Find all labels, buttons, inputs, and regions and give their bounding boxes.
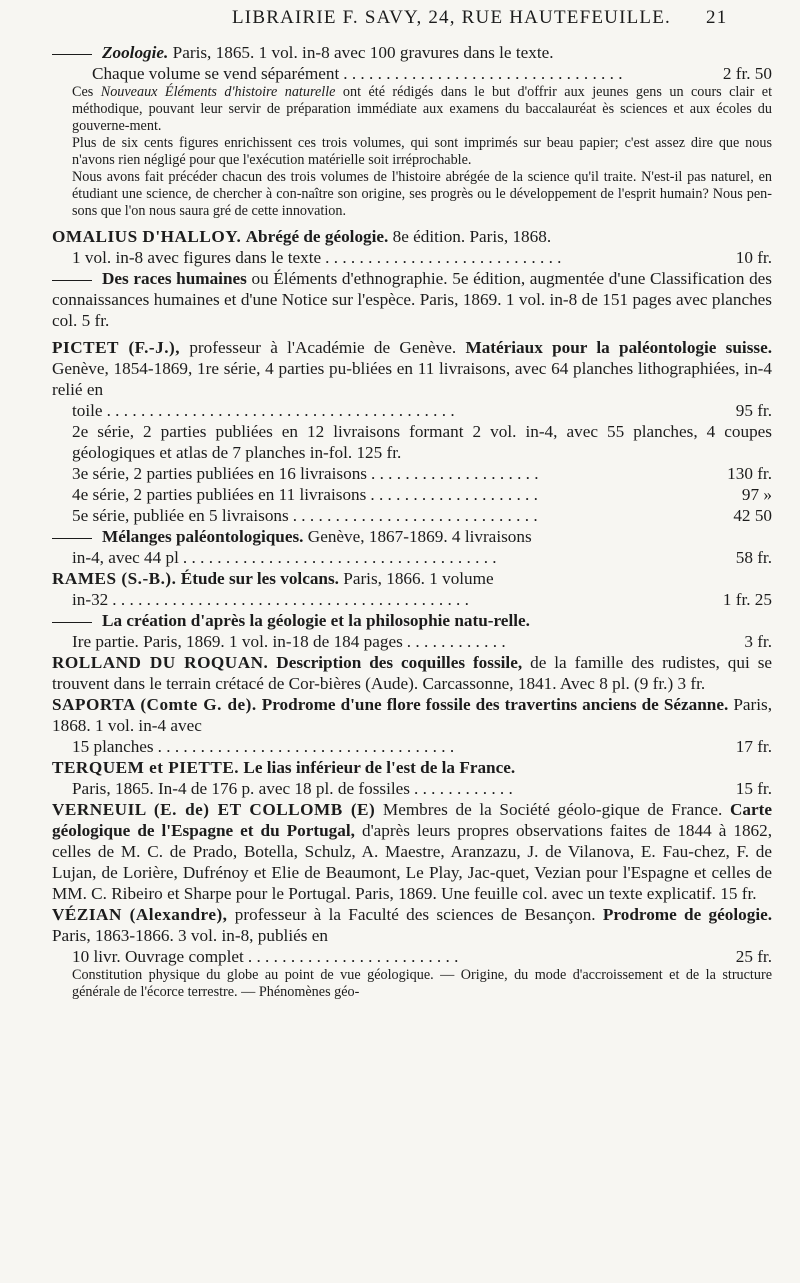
entry-text: Genève, 1867-1869. 4 livraisons: [307, 527, 532, 546]
entry-title: Le lias inférieur de l'est de la France.: [243, 758, 516, 777]
entry-text: in-4, avec 44 pl: [72, 548, 179, 567]
entry-price: 25 fr.: [735, 947, 772, 966]
leader-dots: . . . . . . . . . . . . . . . . . . . .: [370, 464, 539, 483]
entry-author: SAPORTA (Comte G. de).: [52, 695, 257, 714]
entry-author: TERQUEM et PIETTE.: [52, 758, 240, 777]
price-line: [52, 400, 772, 421]
ditto-rule: [52, 54, 92, 55]
leader-dots: . . . . . . . . . . . . . . . . . . . . . . . . . . . . . . . . . . . . .: [182, 548, 497, 567]
entry-price: 97 »: [741, 485, 772, 504]
note-paragraph: Nous avons fait précéder chacun des trois volumes de l'histoire abrégée de la science qu'il traite. N'est-il pas naturel, en étudiant une science, de chercher à con-naître son origine, ses progrès ou le développement de l'esprit humain? Nous pen-sons que l'on nous saura gré de cette innovation.: [72, 169, 772, 219]
entry-price: 1 fr. 25: [722, 590, 772, 609]
entry-title: Abrégé de géologie.: [245, 227, 389, 246]
entry-verneuil: [52, 799, 772, 904]
entry-text: Ire partie. Paris, 1869. 1 vol. in-18 de 184 pages: [72, 632, 403, 651]
entry-price: 58 fr.: [735, 548, 772, 567]
leader-dots: . . . . . . . . . . . .: [406, 632, 506, 651]
entry-author: RAMES (S.-B.).: [52, 569, 177, 588]
leader-dots: . . . . . . . . . . . . . . . . . . . . . . . . . . . . . . . . .: [343, 64, 623, 83]
entry-price: 95 fr.: [735, 401, 772, 420]
leader-dots: . . . . . . . . . . . .: [413, 779, 513, 798]
entry-author: VERNEUIL (E. de) ET COLLOMB (E): [52, 800, 376, 819]
note-paragraph: [52, 84, 772, 135]
entry-text: professeur à l'Académie de Genève.: [189, 338, 457, 357]
entry-zoologie: [52, 42, 772, 63]
entry-price: 3 fr.: [677, 674, 706, 693]
entry-text: de la famille des rudistes, qui se trouvent dans le terrain crétacé de Cor-bières (Aude). Carcassonne, 1841. Avec 8 pl. (9 fr.): [52, 653, 773, 693]
price-line: [52, 778, 772, 799]
leader-dots: . . . . . . . . . . . . . . . . . . . .: [370, 485, 538, 504]
ditto-rule: [52, 622, 92, 623]
entry-author: OMALIUS D'HALLOY.: [52, 227, 242, 246]
price-line: [52, 505, 772, 526]
price-line: [52, 463, 772, 484]
leader-dots: . . . . . . . . . . . . . . . . . . . . . . . . . . . . .: [292, 506, 538, 525]
page-header: [0, 7, 800, 33]
price-line: [52, 736, 772, 757]
entry-text: professeur à la Faculté des sciences de Besançon.: [234, 905, 596, 924]
entry-author: PICTET (F.-J.),: [52, 338, 181, 357]
entry-rames: [52, 568, 772, 589]
leader-dots: . . . . . . . . . . . . . . . . . . . . . . . . . . . . . . . . . . . . . . . . . .: [112, 590, 469, 609]
entry-title: Étude sur les volcans.: [180, 569, 339, 588]
page-number: 21: [706, 7, 728, 28]
entry-text: 10 livr. Ouvrage complet: [72, 947, 244, 966]
leader-dots: . . . . . . . . . . . . . . . . . . . . . . . . .: [247, 947, 459, 966]
entry-price: 15 fr.: [720, 884, 757, 903]
entry-text: 4e série, 2 parties publiées en 11 livraisons: [72, 485, 367, 504]
price-line: [52, 63, 772, 84]
price-line: [52, 631, 772, 652]
entry-pictet: [52, 337, 772, 400]
entry-title: Des races humaines: [102, 269, 247, 288]
ditto-rule: [52, 280, 92, 281]
entry-title: Carte géologique de l'Espagne et du Portugal,: [52, 800, 772, 840]
entry-rolland: [52, 652, 772, 694]
entry-text: in-32: [72, 590, 109, 609]
entry-text: Chaque volume se vend séparément: [92, 64, 340, 83]
entry-text: Paris, 1865. In-4 de 176 p. avec 18 pl. de fossiles: [72, 779, 410, 798]
note-text: ont été rédigés dans le but d'offrir aux jeunes gens un cours clair et méthodique, pouvant leur servir de préparation immédiate aux examens du baccalauréat ès sciences et aux écoles du gouverne-ment.: [72, 84, 773, 134]
entry-price: 17 fr.: [735, 737, 772, 756]
entry-price: 42 50: [733, 506, 772, 525]
entry-melanges: [52, 526, 772, 547]
entry-title: Zoologie.: [102, 43, 169, 62]
entry-title: Prodrome de géologie.: [602, 905, 773, 924]
entry-price: 15 fr.: [735, 779, 772, 798]
entry-price: 130 fr.: [727, 464, 772, 483]
ditto-rule: [52, 538, 92, 539]
note-paragraph: Constitution physique du globe au point de vue géologique. — Origine, du mode d'accroissement et de la structure générale de l'écorce terrestre. — Phénomènes géo-: [72, 967, 772, 1000]
entry-text: 15 planches: [72, 737, 154, 756]
entry-terquem: [52, 757, 772, 778]
entry-title: Description des coquilles fossile,: [276, 653, 523, 672]
entry-text: d'après leurs propres observations faites de 1844 à 1862, celles de M. C. de Prado, Botella, Schulz, A. Maestre, Aranzazu, J. de Vilanova, E. Fau-chez, F. de Lujan, de Lorière, Dufrénoy et Elie de Beaumont, Le Play, Jac-quet, Vezian pour l'Espagne et celles de MM. C. Ribeiro et Sharpe pour le Portugal. Paris, 1869. Une feuille col. avec un texte explicatif.: [52, 821, 773, 903]
entry-text: Paris, 1863-1866. 3 vol. in-8, publiés en: [52, 926, 328, 945]
entry-price: 2 fr. 50: [722, 64, 772, 83]
entry-author: VÉZIAN (Alexandre),: [52, 905, 228, 924]
price-line: [52, 589, 772, 610]
entry-creation: [52, 610, 772, 631]
leader-dots: . . . . . . . . . . . . . . . . . . . . . . . . . . . . . . . . . . . . . . . . .: [106, 401, 455, 420]
entry-races: [52, 268, 772, 331]
leader-dots: . . . . . . . . . . . . . . . . . . . . . . . . . . . . . . . . . . .: [157, 737, 455, 756]
running-title: LIBRAIRIE F. SAVY, 24, RUE HAUTEFEUILLE.: [232, 7, 671, 28]
entry-title: Matériaux pour la paléontologie suisse.: [465, 338, 773, 357]
note-paragraph: Plus de six cents figures enrichissent ces trois volumes, qui sont imprimés sur beau papier; c'est assez dire que nous n'avons rien négligé pour que l'exécution matérielle soit irréprochable.: [72, 135, 772, 168]
entry-text: Paris, 1868. 1 vol. in-4 avec: [52, 695, 773, 735]
entry-text: 1 vol. in-8 avec figures dans le texte: [72, 248, 322, 267]
entry-title: Mélanges paléontologiques.: [102, 527, 304, 546]
series-line: 2e série, 2 parties publiées en 12 livraisons formant 2 vol. in-4, avec 55 planches, 4 coupes géologiques et atlas de 7 planches in-fol. 125 fr.: [72, 422, 772, 462]
entry-text: 8e édition. Paris, 1868.: [392, 227, 552, 246]
entry-text: 5e série, publiée en 5 livraisons: [72, 506, 289, 525]
entry-title: Prodrome d'une flore fossile des travertins anciens de Sézanne.: [261, 695, 729, 714]
entry-omalius: [52, 226, 772, 247]
entry-text: Paris, 1865. 1 vol. in-8 avec 100 gravures dans le texte.: [172, 43, 554, 62]
note-italic-title: Nouveaux Éléments d'histoire naturelle: [100, 84, 336, 100]
catalog-body: [52, 42, 772, 1001]
entry-text: Paris, 1866. 1 volume: [343, 569, 494, 588]
entry-text: ou Éléments d'ethnographie. 5e édition, augmentée d'une Classification des connaissances humaines et d'une Notice sur l'espèce. Paris, 1869. 1 vol. in-8 de 151 pages avec planches col. 5 fr.: [52, 269, 773, 330]
entry-text: 3e série, 2 parties publiées en 16 livraisons: [72, 464, 367, 483]
price-line: [52, 946, 772, 967]
leader-dots: . . . . . . . . . . . . . . . . . . . . . . . . . . . .: [325, 248, 562, 267]
entry-text: toile: [72, 401, 103, 420]
entry-price: 3 fr.: [744, 632, 772, 651]
entry-text: Genève, 1854-1869, 1re série, 4 parties pu-bliées en 11 livraisons, avec 64 planches lithographiées, in-4 relié en: [52, 359, 772, 399]
note-lead: Ces: [72, 84, 94, 100]
entry-text: Membres de la Société géolo-gique de France.: [382, 800, 723, 819]
price-line: [52, 247, 772, 268]
entry-author: ROLLAND DU ROQUAN.: [52, 653, 269, 672]
entry-price: 10 fr.: [735, 248, 772, 267]
price-line: [52, 484, 772, 505]
entry-title: La création d'après la géologie et la philosophie natu-relle.: [102, 611, 530, 630]
entry-saporta: [52, 694, 772, 736]
price-line: [52, 547, 772, 568]
entry-vezian: [52, 904, 772, 946]
